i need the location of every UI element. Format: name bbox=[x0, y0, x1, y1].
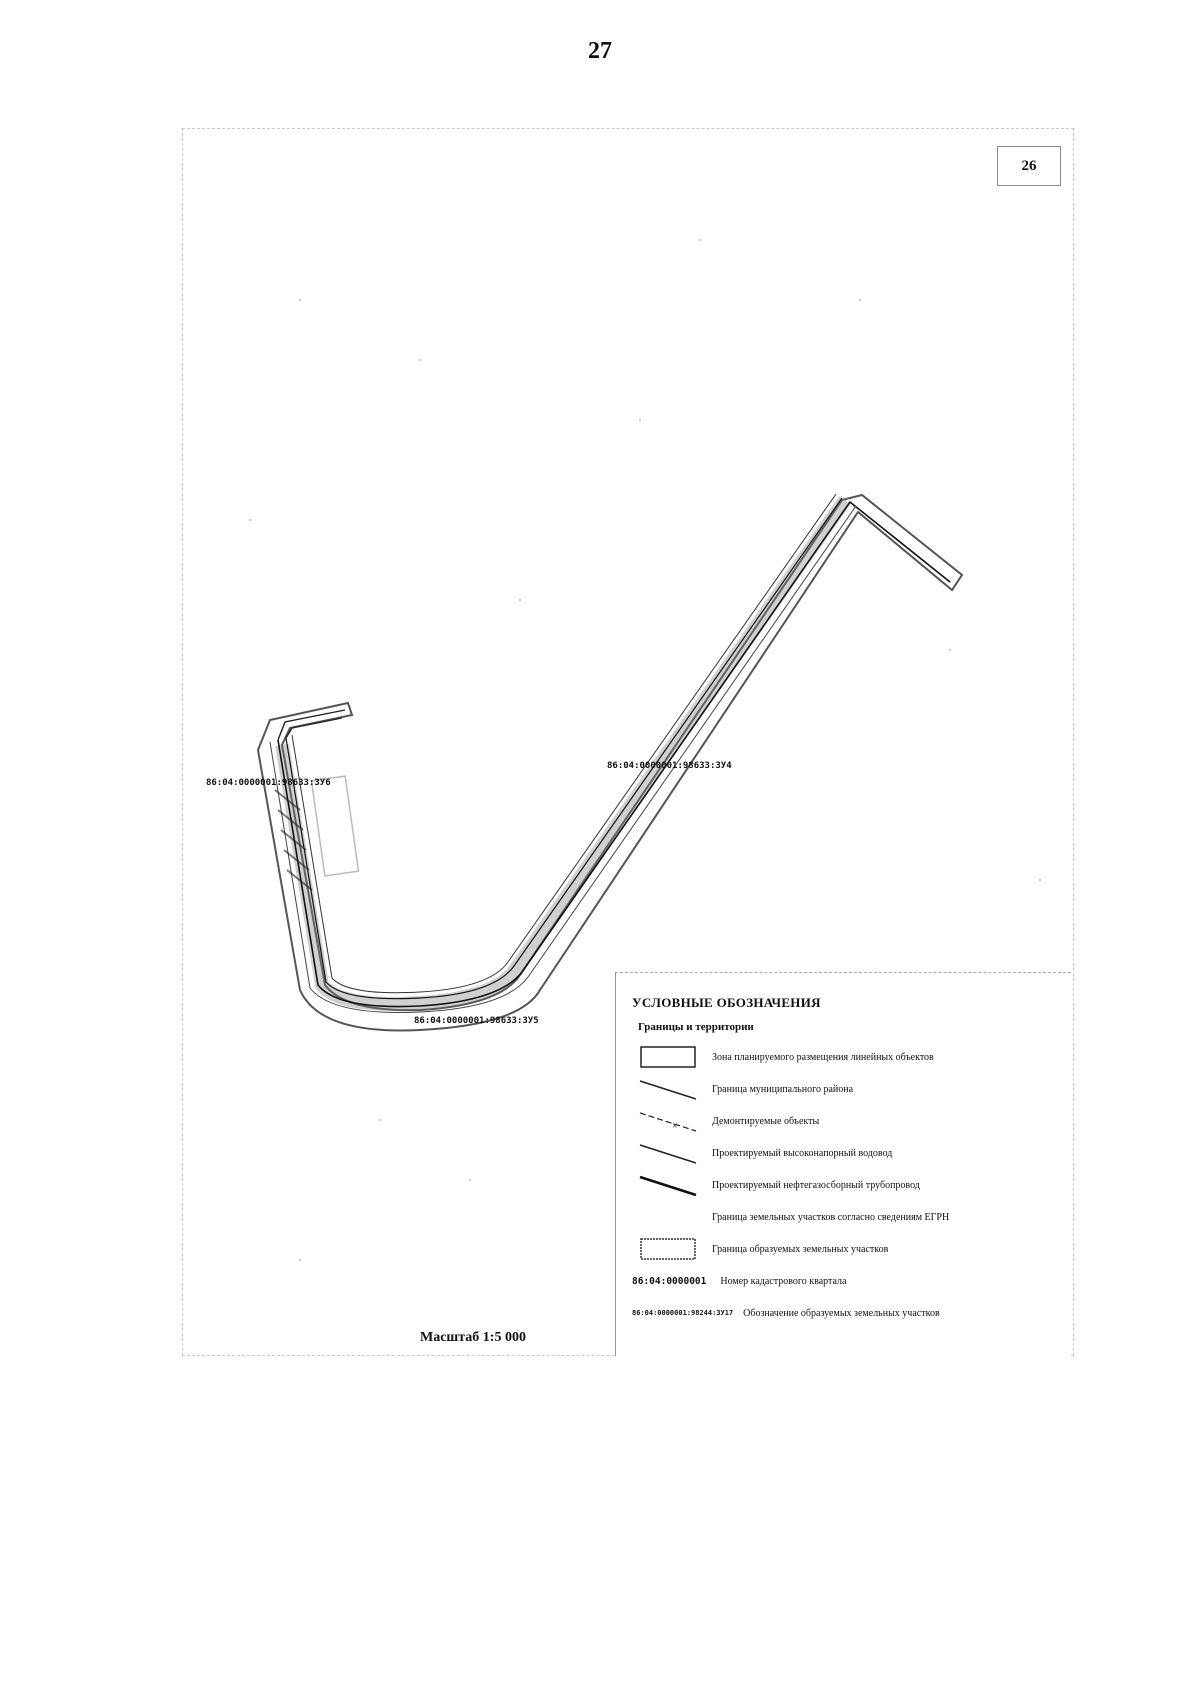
legend-item-parcel-designation bbox=[632, 1297, 1071, 1329]
scale-label: Масштаб 1:5 000 bbox=[420, 1330, 526, 1345]
legend-item-dismantled bbox=[632, 1105, 1071, 1137]
corridor-fill bbox=[282, 500, 845, 1004]
legend-symbol-box bbox=[632, 1043, 704, 1071]
pipeline-line-3 bbox=[292, 494, 836, 993]
parcel-label-zu4: 86:04:0000001:98633:ЗУ4 bbox=[607, 761, 732, 771]
legend-symbol-none bbox=[632, 1203, 704, 1231]
legend-item-cadastral-quarter bbox=[632, 1265, 1071, 1297]
pipeline-line-1 bbox=[278, 502, 950, 1007]
legend-symbol-line bbox=[632, 1139, 704, 1167]
legend-item-egrn-border bbox=[632, 1201, 1071, 1233]
legend-label: Граница образуемых земельных участков bbox=[712, 1243, 889, 1255]
legend-item-new-parcels bbox=[632, 1233, 1071, 1265]
pipeline-line-4 bbox=[270, 506, 856, 1013]
legend-item-oil-gas-pipe bbox=[632, 1169, 1071, 1201]
legend-symbol-box-dotted bbox=[632, 1235, 704, 1263]
legend-label: Обозначение образуемых земельных участков bbox=[743, 1307, 940, 1319]
legend-symbol-line-bold bbox=[632, 1171, 704, 1199]
legend bbox=[615, 972, 1071, 1356]
hook-segment bbox=[278, 710, 345, 740]
legend-title: УСЛОВНЫЕ ОБОЗНАЧЕНИЯ bbox=[632, 995, 821, 1010]
existing-object bbox=[311, 776, 358, 876]
page-number: 27 bbox=[588, 38, 612, 64]
parcel-label-zu6: 86:04:0000001:98633:ЗУ6 bbox=[206, 778, 331, 788]
legend-label: Граница муниципального района bbox=[712, 1083, 854, 1095]
legend-item-water-pipe bbox=[632, 1137, 1071, 1169]
legend-label: Граница земельных участков согласно сведениям ЕГРН bbox=[712, 1211, 950, 1223]
legend-label: Зона планируемого размещения линейных объектов bbox=[712, 1051, 934, 1063]
legend-label: Номер кадастрового квартала bbox=[720, 1275, 847, 1287]
legend-label: Демонтируемые объекты bbox=[712, 1115, 820, 1127]
legend-item-municipal-border bbox=[632, 1073, 1071, 1105]
svg-text:×: × bbox=[672, 1121, 678, 1132]
legend-code: 86:04:0000001 bbox=[632, 1275, 707, 1287]
legend-item-planned-zone bbox=[632, 1041, 1071, 1073]
sheet-number: 26 bbox=[997, 146, 1061, 186]
parcel-label-zu5: 86:04:0000001:98633:ЗУ5 bbox=[414, 1016, 539, 1026]
legend-label: Проектируемый нефтегазосборный трубопровод bbox=[712, 1179, 920, 1191]
legend-subtitle: Границы и территории bbox=[638, 1021, 754, 1033]
legend-symbol-line-x bbox=[632, 1107, 704, 1135]
legend-symbol-line bbox=[632, 1075, 704, 1103]
legend-label: Проектируемый высоконапорный водовод bbox=[712, 1147, 893, 1159]
legend-code: 86:04:0000001:98244:ЗУ17 bbox=[632, 1309, 734, 1317]
pipeline-line-2 bbox=[286, 498, 842, 999]
